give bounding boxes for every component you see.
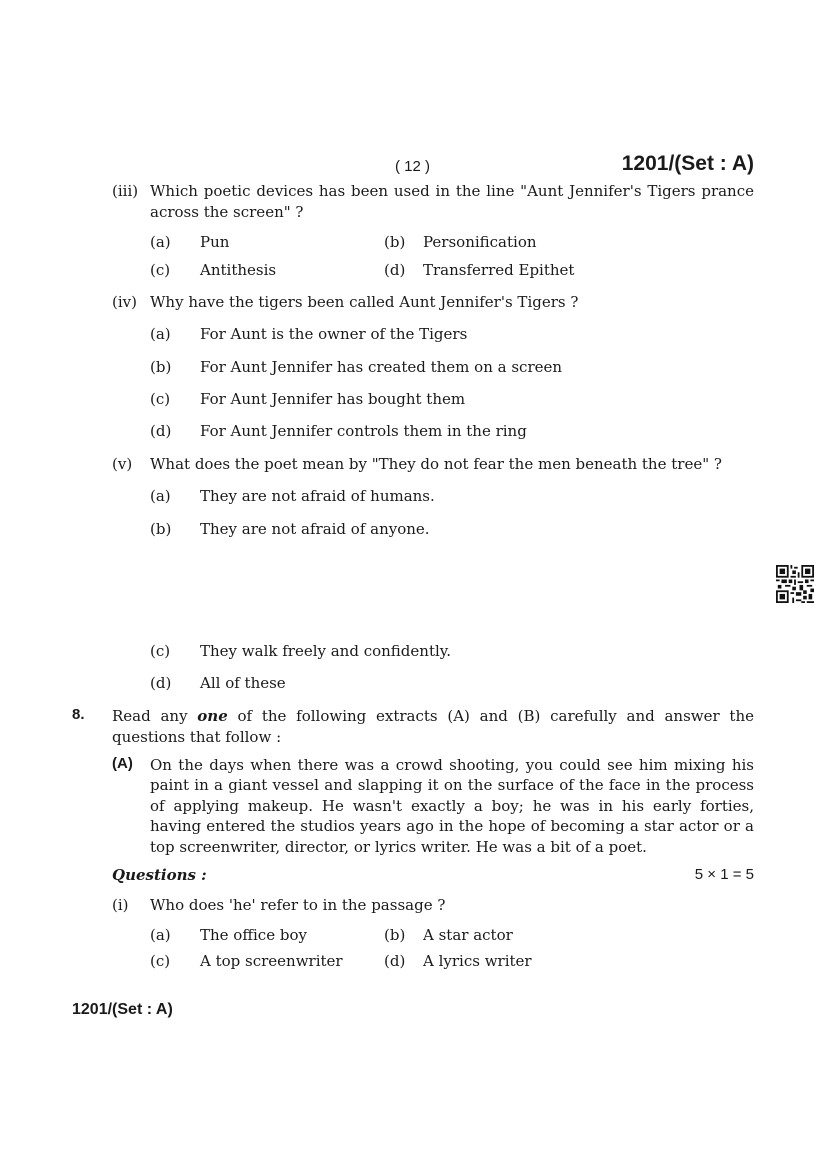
- option-text: A top screenwriter: [200, 952, 343, 970]
- option-label: (b): [150, 520, 172, 538]
- option-text: Personification: [423, 233, 537, 251]
- option-text: For Aunt Jennifer controls them in the ring: [200, 422, 527, 440]
- option-text: They are not afraid of anyone.: [200, 520, 430, 538]
- option-text: For Aunt is the owner of the Tigers: [200, 325, 468, 343]
- question-text: Which poetic devices has been used in the line "Aunt Jennifer's Tigers prance across the screen" ?: [150, 182, 754, 221]
- option-text: For Aunt Jennifer has bought them: [200, 390, 466, 408]
- extract-label: (A): [112, 755, 133, 772]
- option-label: (a): [150, 325, 171, 343]
- page-number: ( 12 ): [395, 158, 431, 175]
- option-text: They walk freely and confidently.: [200, 642, 452, 660]
- option-label: (c): [150, 390, 171, 408]
- option-label: (a): [150, 487, 171, 505]
- set-code-footer: 1201/(Set : A): [72, 1001, 173, 1018]
- option-text: All of these: [200, 674, 286, 692]
- question-text: Why have the tigers been called Aunt Jennifer's Tigers ?: [150, 293, 579, 311]
- questions-heading: Questions :: [112, 866, 207, 884]
- option-label: (d): [384, 952, 406, 970]
- option-text: A star actor: [423, 926, 513, 944]
- question-number: 8.: [72, 706, 85, 723]
- marks-label: 5 × 1 = 5: [694, 866, 754, 883]
- option-label: (d): [384, 261, 406, 279]
- question-number: (iv): [112, 293, 137, 311]
- option-label: (a): [150, 233, 171, 251]
- question-number: (v): [112, 455, 133, 473]
- option-label: (a): [150, 926, 171, 944]
- option-label: (c): [150, 642, 171, 660]
- option-text: Antithesis: [200, 261, 277, 279]
- option-label: (d): [150, 674, 172, 692]
- option-text: They are not afraid of humans.: [200, 487, 435, 505]
- set-code-header: 1201/(Set : A): [621, 152, 754, 175]
- qr-code-icon: [776, 565, 814, 603]
- question-intro: Read any one of the following extracts (A) and (B) carefully and answer the questions that follow :: [112, 707, 754, 746]
- option-label: (c): [150, 952, 171, 970]
- option-text: For Aunt Jennifer has created them on a screen: [200, 358, 563, 376]
- option-label: (b): [384, 926, 406, 944]
- option-label: (d): [150, 422, 172, 440]
- question-text: Who does 'he' refer to in the passage ?: [150, 896, 446, 914]
- option-label: (b): [150, 358, 172, 376]
- question-number: (i): [112, 896, 129, 914]
- option-text: The office boy: [200, 926, 307, 944]
- question-text: What does the poet mean by "They do not fear the men beneath the tree" ?: [150, 455, 722, 473]
- question-number: (iii): [112, 182, 139, 200]
- option-text: Pun: [200, 233, 230, 251]
- option-label: (c): [150, 261, 171, 279]
- extract-passage: On the days when there was a crowd shooting, you could see him mixing his paint in a giant vessel and slapping it on the surface of the face in the process of applying makeup. He wasn't exactly a boy; he was in his early forties, having entered the studios years ago in the hope of becoming a star actor or a top screenwriter, director, or lyrics writer. He was a bit of a poet.: [150, 756, 754, 856]
- option-text: Transferred Epithet: [423, 261, 575, 279]
- option-text: A lyrics writer: [423, 952, 532, 970]
- option-label: (b): [384, 233, 406, 251]
